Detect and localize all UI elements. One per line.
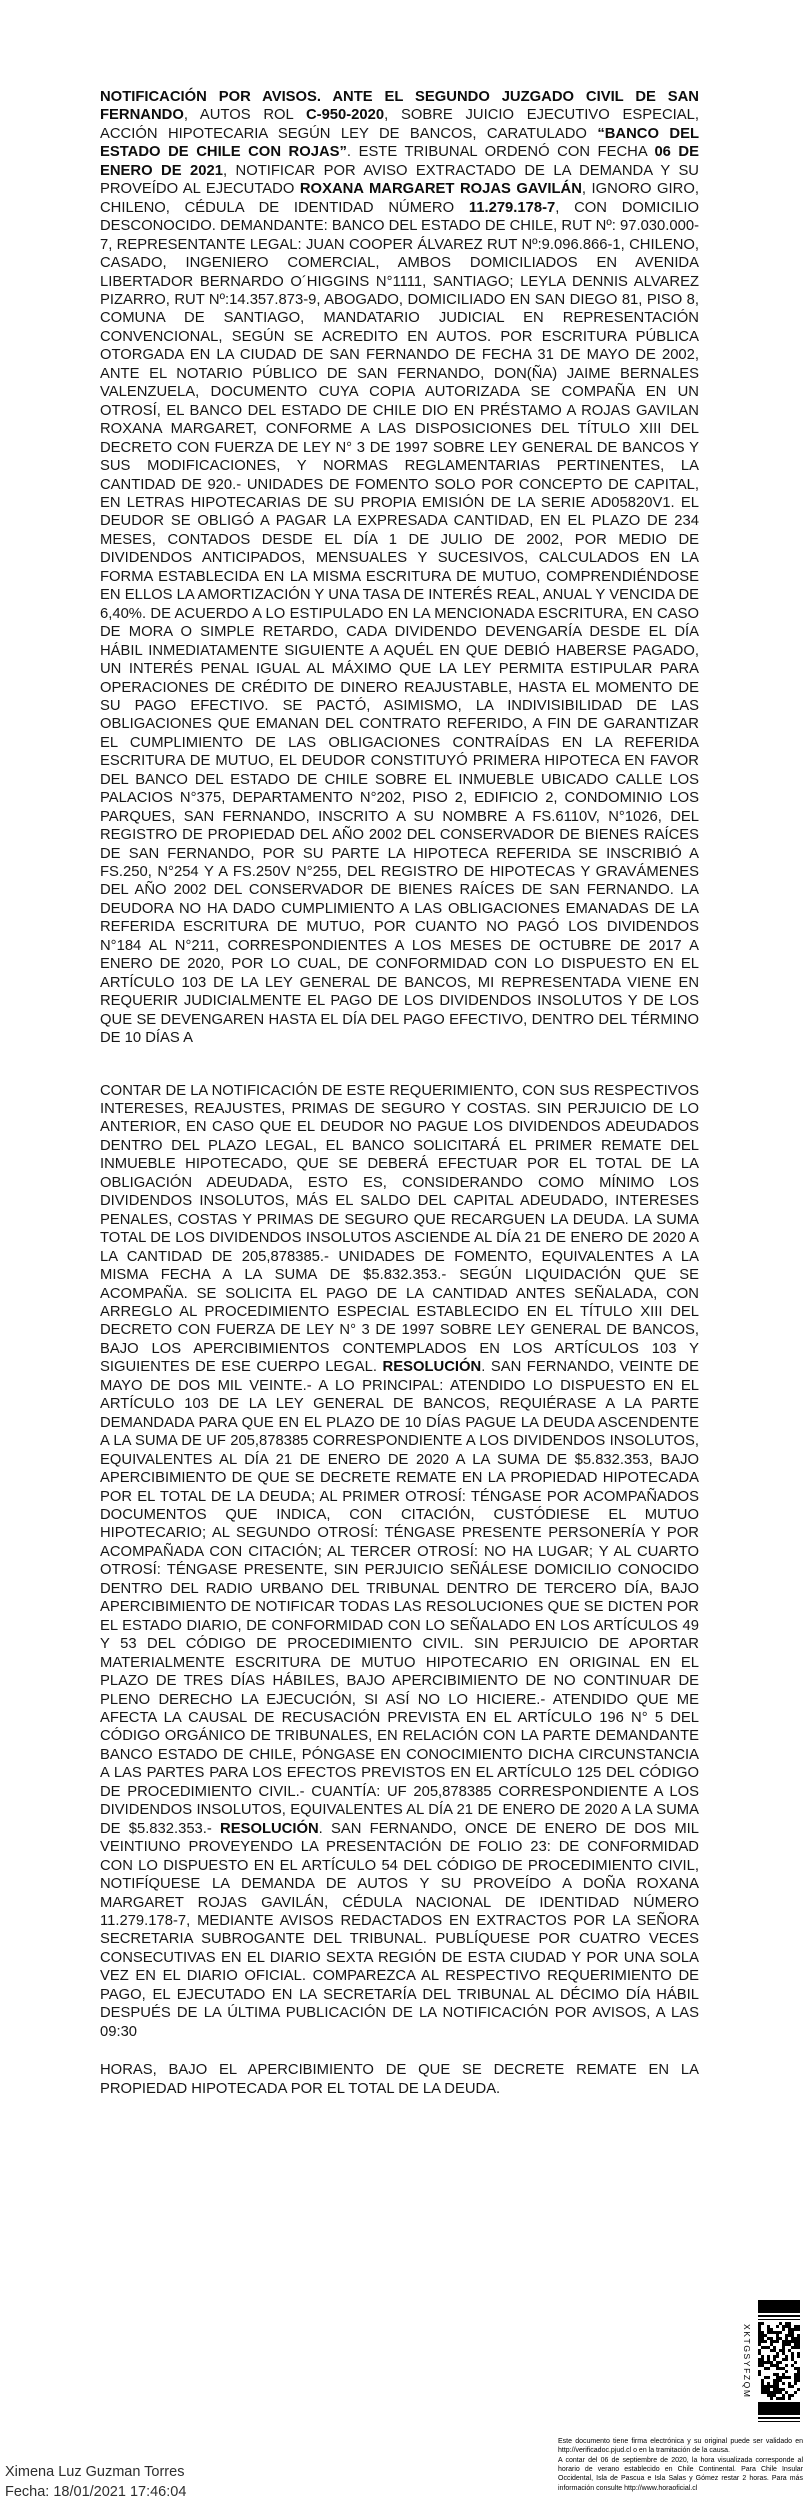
barcode-matrix [758, 2322, 800, 2400]
barcode-top-lines [758, 2311, 800, 2320]
signer-name: Ximena Luz Guzman Torres [5, 2464, 185, 2480]
legal-note-electronic-signature: Este documento tiene firma electrónica y su original puede ser validado en http://verificadoc.pjud.cl o en la tramitación de la causa. [558, 2438, 803, 2455]
bold-text-run: NOTIFICACIÓN POR AVISOS. ANTE EL SEGUNDO JUZGADO CIVIL DE SAN FERNANDO [100, 89, 699, 124]
legal-note-official-time: A contar del 06 de septiembre de 2020, la hora visualizada corresponde al horario de verano establecido en Chile Continental. Para Chile Insular Occidental, Isla de Pascua e Isla Salas y Gómez restar 2 horas. Para más información consulte http://www.horaoficial.cl [558, 2456, 803, 2492]
signature-block [5, 2463, 186, 2502]
text-run: . SAN FERNANDO, ONCE DE ENERO DE DOS MIL VEINTIUNO PROVEYENDO LA PRESENTACIÓN DE FOLIO 23: DE CONFORMIDAD CON LO DISPUESTO EN EL ARTÍCULO 54 DEL CÓDIGO DE PROCEDIMIENTO CIVIL, NOTIFÍQUESE LA DEMANDA DE AUTOS Y SU PROVEÍDO A DOÑA ROXANA MARGARET ROJAS GAVILÁN, CÉDULA NACIONAL DE IDENTIDAD NÚMERO 11.279.178-7, MEDIANTE AVISOS REDACTADOS EN EXTRACTOS POR LA SEÑORA SECRETARIA SUBROGANTE DEL TRIBUNAL. PUBLÍQUESE POR CUATRO VECES CONSECUTIVAS EN EL DIARIO SEXTA REGIÓN DE ESTA CIUDAD Y POR UNA SOLA VEZ EN EL DIARIO OFICIAL. COMPAREZCA AL RESPECTIVO REQUERIMIENTO DE PAGO, EL EJECUTADO EN LA SECRETARÍA DEL TRIBUNAL AL DÉCIMO DÍA HÁBIL DESPUÉS DE LA ÚLTIMA PUBLICACIÓN DE LA NOTIFICACIÓN POR AVISOS, A LAS 09:30 [100, 1820, 699, 2040]
bold-text-run: 11.279.178-7 [468, 199, 556, 216]
text-run: CONTAR DE LA NOTIFICACIÓN DE ESTE REQUERIMIENTO, CON SUS RESPECTIVOS INTERESES, REAJUSTES, PRIMAS DE SEGURO Y COSTAS. SIN PERJUICIO DE LO ANTERIOR, EN CASO QUE EL DEUDOR NO PAGUE LOS DIVIDENDOS ADEUDADOS DENTRO DEL PLAZO LEGAL, EL BANCO SOLICITARÁ EL PRIMER REMATE DEL INMUEBLE HIPOTECADO, QUE SE DEBERÁ EFECTUAR POR EL TOTAL DE LA OBLIGACIÓN ADEUDADA, ESTO ES, CONSIDERANDO COMO MÍNIMO LOS DIVIDENDOS INSOLUTOS, MÁS EL SALDO DEL CAPITAL ADEUDADO, INTERESES PENALES, COSTAS Y PRIMAS DE SEGURO QUE RECARGUEN LA DEUDA. LA SUMA TOTAL DE LOS DIVIDENDOS INSOLUTOS ASCIENDE AL DÍA 21 DE ENERO DE 2020 A LA CANTIDAD DE 205,878385.- UNIDADES DE FOMENTO, EQUIVALENTES A LA MISMA FECHA A LA SUMA DE $5.832.353.- SEGÚN LIQUIDACIÓN QUE SE ACOMPAÑA. SE SOLICITA EL PAGO DE LA CANTIDAD ANTES SEÑALADA, CON ARREGLO AL PROCEDIMIENTO ESPECIAL ESTABLECIDO EN EL TÍTULO XIII DEL DECRETO CON FUERZA DE LEY N° 3 DE 1997 SOBRE LEY GENERAL DE BANCOS, BAJO LOS APERCIBIMIENTOS CONTEMPLADOS EN LOS ARTÍCULOS 103 Y SIGUIENTES DE ESE CUERPO LEGAL. [100, 1082, 699, 1376]
text-run: , NOTIFICAR POR AVISO EXTRACTADO DE LA DEMANDA Y SU PROVEÍDO AL EJECUTADO [100, 162, 699, 198]
bold-text-run: ROXANA MARGARET ROJAS GAVILÁN [299, 181, 582, 198]
barcode-cell [797, 2397, 800, 2400]
body-paragraph-3 [100, 2061, 699, 2098]
text-run: , AUTOS ROL [183, 107, 306, 124]
bold-text-run: RESOLUCIÓN [220, 1820, 319, 1837]
verification-code-vertical-text: XKTGSYFZQM [742, 2324, 752, 2399]
signature-date: Fecha: 18/01/2021 17:46:04 [5, 2483, 187, 2500]
bold-text-run: 06 DE ENERO DE 2021 [100, 144, 699, 179]
barcode-bottom-lines [758, 2413, 800, 2422]
bold-text-run: RESOLUCIÓN [382, 1359, 482, 1376]
bold-text-run: “BANCO DEL ESTADO DE CHILE CON ROJAS” [100, 125, 699, 161]
verification-stamp [742, 2300, 800, 2432]
bold-text-run: C-950-2020 [305, 107, 385, 124]
barcode-bottom-bar [758, 2402, 800, 2413]
text-run: , CON DOMICILIO DESCONOCIDO. DEMANDANTE: BANCO DEL ESTADO DE CHILE, RUT Nº: 97.030.000-7, REPRESENTANTE LEGAL: JUAN COOPER ÁLVAREZ RUT Nº:9.096.866-1, CHILENO, CASADO, INGENIERO COMERCIAL, AMBOS DOMICILIADOS EN AVENIDA LIBERTADOR BERNARDO O´HIGGINS N°1111, SANTIAGO; LEYLA DENNIS ALVAREZ PIZARRO, RUT Nº:14.357.873-9, ABOGADO, DOMICILIADO EN SAN DIEGO 81, PISO 8, COMUNA DE SANTIAGO, MANDATARIO JUDICIAL EN REPRESENTACIÓN CONVENCIONAL, SEGÚN SE ACREDITO EN AUTOS. POR ESCRITURA PÚBLICA OTORGADA EN LA CIUDAD DE SAN FERNANDO DE FECHA 31 DE MAYO DE 2002, ANTE EL NOTARIO PÚBLICO DE SAN FERNANDO, DON(ÑA) JAIME BERNALES VALENZUELA, DOCUMENTO CUYA COPIA AUTORIZADA SE COMPAÑA EN UN OTROSÍ, EL BANCO DEL ESTADO DE CHILE DIO EN PRÉSTAMO A ROJAS GAVILAN ROXANA MARGARET, CONFORME A LAS DISPOSICIONES DEL TÍTULO XIII DEL DECRETO CON FUERZA DE LEY N° 3 DE 1997 SOBRE LEY GENERAL DE BANCOS Y SUS MODIFICACIONES, Y NORMAS REGLAMENTARIAS PERTINENTES, LA CANTIDAD DE 920.- UNIDADES DE FOMENTO SOLO POR CONCEPTO DE CAPITAL, EN LETRAS HIPOTECARIAS DE SU PROPIA EMISIÓN DE LA SERIE AD05820V1. EL DEUDOR SE OBLIGÓ A PAGAR LA EXPRESADA CANTIDAD, EN EL PLAZO DE 234 MESES, CONTADOS DESDE EL DÍA 1 DE JULIO DE 2002, POR MEDIO DE DIVIDENDOS ANTICIPADOS, MENSUALES Y SUCESIVOS, CALCULADOS EN LA FORMA ESTABLECIDA EN LA MISMA ESCRITURA DE MUTUO, COMPRENDIÉNDOSE EN ELLOS LA AMORTIZACIÓN Y UNA TASA DE INTERÉS REAL, ANUAL Y VENCIDA DE 6,40%. DE ACUERDO A LO ESTIPULADO EN LA MENCIONADA ESCRITURA, EN CASO DE MORA O SIMPLE RETARDO, CADA DIVIDENDO DEVENGARÍA DESDE EL DÍA HÁBIL INMEDIATAMENTE SIGUIENTE A AQUÉL EN QUE DEBIÓ HABERSE PAGADO, UN INTERÉS PENAL IGUAL AL MÁXIMO QUE LA LEY PERMITA ESTIPULAR PARA OPERACIONES DE CRÉDITO DE DINERO REAJUSTABLE, HASTA EL MOMENTO DE SU PAGO EFECTIVO. SE PACTÓ, ASIMISMO, LA INDIVISIBILIDAD DE LAS OBLIGACIONES QUE EMANAN DEL CONTRATO REFERIDO, A FIN DE GARANTIZAR EL CUMPLIMIENTO DE LAS OBLIGACIONES CONTRAÍDAS EN LA REFERIDA ESCRITURA DE MUTUO, EL DEUDOR CONSTITUYÓ PRIMERA HIPOTECA EN FAVOR DEL BANCO DEL ESTADO DE CHILE SOBRE EL INMUEBLE UBICADO CALLE LOS PALACIOS N°375, DEPARTAMENTO N°202, PISO 2, EDIFICIO 2, CONDOMINIO LOS PARQUES, SAN FERNANDO, INSCRITO A SU NOMBRE A FS.6110V, N°1026, DEL REGISTRO DE PROPIEDAD DEL AÑO 2002 DEL CONSERVADOR DE BIENES RAÍCES DE SAN FERNANDO, POR SU PARTE LA HIPOTECA REFERIDA SE INSCRIBIÓ A FS.250, N°254 Y A FS.250V N°255, DEL REGISTRO DE HIPOTECAS Y GRAVÁMENES DEL AÑO 2002 DEL CONSERVADOR DE BIENES RAÍCES DE SAN FERNANDO. LA DEUDORA NO HA DADO CUMPLIMIENTO A LAS OBLIGACIONES EMANADAS DE LA REFERIDA ESCRITURA DE MUTUO, POR CUANTO NO PAGÓ LOS DIVIDENDOS N°184 AL N°211, CORRESPONDIENTES A LOS MESES DE OCTUBRE DE 2017 A ENERO DE 2020, POR LO CUAL, DE CONFORMIDAD CON LO DISPUESTO EN EL ARTÍCULO 103 DE LA LEY GENERAL DE BANCOS, MI REPRESENTADA VIENE EN REQUERIR JUDICIALMENTE EL PAGO DE LOS DIVIDENDOS INSOLUTOS Y DE LOS QUE SE DEVENGAREN HASTA EL DÍA DEL PAGO EFECTIVO, DENTRO DEL TÉRMINO DE 10 DÍAS A [100, 199, 699, 1047]
barcode-top-bar [758, 2300, 800, 2311]
body-paragraph-2 [100, 1082, 699, 2042]
text-run: , IGNORO GIRO, CHILENO, CÉDULA DE IDENTIDAD NÚMERO [100, 181, 699, 216]
text-run: , SOBRE JUICIO EJECUTIVO ESPECIAL, ACCIÓN HIPOTECARIA SEGÚN LEY DE BANCOS, CARATULADO [100, 107, 699, 142]
datamatrix-barcode-icon [758, 2300, 800, 2422]
text-run: . ESTE TRIBUNAL ORDENÓ CON FECHA [346, 144, 655, 161]
text-run: HORAS, BAJO EL APERCIBIMIENTO DE QUE SE DECRETE REMATE EN LA PROPIEDAD HIPOTECADA POR EL TOTAL DE LA DEUDA. [100, 2062, 699, 2097]
legal-notes [558, 2437, 803, 2493]
body-paragraph-1 [100, 88, 699, 1048]
text-run: . SAN FERNANDO, VEINTE DE MAYO DE DOS MIL VEINTE.- A LO PRINCIPAL: ATENDIDO LO DISPUESTO EN EL ARTÍCULO 103 DE LA LEY GENERAL DE BANCOS, REQUIÉRASE A LA PARTE DEMANDADA PARA QUE EN EL PLAZO DE 10 DÍAS PAGUE LA DEUDA ASCENDENTE A LA SUMA DE UF 205,878385 CORRESPONDIENTE A LOS DIVIDENDOS INSOLUTOS, EQUIVALENTES AL DÍA 21 DE ENERO DE 2020 A LA SUMA DE $5.832.353, BAJO APERCIBIMIENTO DE QUE SE DECRETE REMATE EN LA PROPIEDAD HIPOTECADA POR EL TOTAL DE LA DEUDA; AL PRIMER OTROSÍ: TÉNGASE POR ACOMPAÑADOS DOCUMENTOS QUE INDICA, CON CITACIÓN, CUSTÓDIESE EL MUTUO HIPOTECARIO; AL SEGUNDO OTROSÍ: TÉNGASE PRESENTE PERSONERÍA Y POR ACOMPAÑADA CON CITACIÓN; AL TERCER OTROSÍ: NO HA LUGAR; Y AL CUARTO OTROSÍ: TÉNGASE PRESENTE, SIN PERJUICIO SEÑÁLESE DOMICILIO CONOCIDO DENTRO DEL RADIO URBANO DEL TRIBUNAL DENTRO DE TERCERO DÍA, BAJO APERCIBIMIENTO DE NOTIFICAR TODAS LAS RESOLUCIONES QUE SE DICTEN POR EL ESTADO DIARIO, DE CONFORMIDAD CON LO SEÑALADO EN LOS ARTÍCULOS 49 Y 53 DEL CÓDIGO DE PROCEDIMIENTO CIVIL. SIN PERJUICIO DE APORTAR MATERIALMENTE ESCRITURA DE MUTUO HIPOTECARIO EN ORIGINAL EN EL PLAZO DE TRES DÍAS HÁBILES, BAJO APERCIBIMIENTO DE NO CONTINUAR DE PLENO DERECHO LA EJECUCIÓN, SI ASÍ NO LO HICIERE.- ATENDIDO QUE ME AFECTA LA CAUSAL DE RECUSACIÓN PREVISTA EN EL ARTÍCULO 196 N° 5 DEL CÓDIGO ORGÁNICO DE TRIBUNALES, EN RELACIÓN CON LA PARTE DEMANDANTE BANCO ESTADO DE CHILE, PÓNGASE EN CONOCIMIENTO DICHA CIRCUNSTANCIA A LAS PARTES PARA LOS EFECTOS PREVISTOS EN EL ARTÍCULO 125 DEL CÓDIGO DE PROCEDIMIENTO CIVIL.- CUANTÍA: UF 205,878385 CORRESPONDIENTE A LOS DIVIDENDOS INSOLUTOS, EQUIVALENTES AL DÍA 21 DE ENERO DE 2020 A LA SUMA DE $5.832.353.- [100, 1359, 699, 1837]
document-body-text [100, 88, 699, 2098]
